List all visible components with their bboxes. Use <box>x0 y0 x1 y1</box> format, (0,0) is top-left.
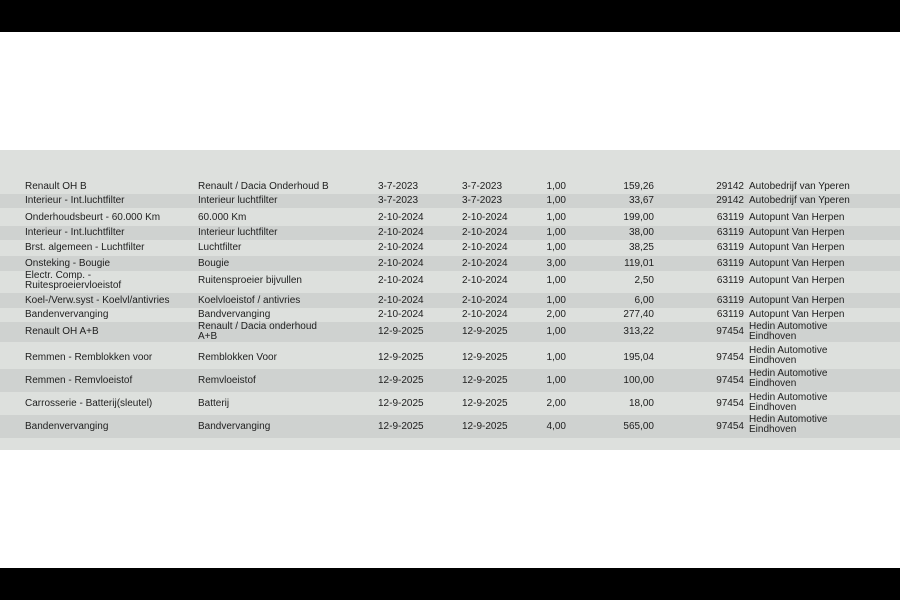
table-row <box>0 415 900 438</box>
cell-dealer-code: 63119 <box>716 309 744 320</box>
table-row <box>0 271 900 290</box>
cell-date-end: 12-9-2025 <box>462 421 508 432</box>
cell-description: Remmen - Remblokken voor <box>25 352 153 363</box>
cell-article: Renault / Dacia onderhoud A+B <box>198 321 317 342</box>
cell-date-start: 3-7-2023 <box>378 181 419 192</box>
cell-dealer-code: 63119 <box>716 275 744 286</box>
cell-description: Carrosserie - Batterij(sleutel) <box>25 398 153 409</box>
cell-description: Koel-/Verw.syst - Koelvl/antivries <box>25 295 170 306</box>
top-letterbox-bar <box>0 0 900 32</box>
cell-date-end: 3-7-2023 <box>462 195 503 206</box>
cell-date-start: 2-10-2024 <box>378 295 424 306</box>
cell-article: Interieur luchtfilter <box>198 227 278 238</box>
cell-dealer-name: Autopunt Van Herpen <box>749 242 845 253</box>
cell-date-start: 2-10-2024 <box>378 258 424 269</box>
cell-dealer-code: 97454 <box>716 375 744 386</box>
cell-amount: 159,26 <box>623 181 654 192</box>
cell-date-end: 12-9-2025 <box>462 398 508 409</box>
table-row <box>0 256 900 271</box>
cell-dealer-name: Autopunt Van Herpen <box>749 227 845 238</box>
cell-article: Bougie <box>198 258 230 269</box>
cell-date-start: 12-9-2025 <box>378 398 424 409</box>
cell-dealer-code: 97454 <box>716 352 744 363</box>
cell-quantity: 1,00 <box>546 375 566 386</box>
cell-article: Interieur luchtfilter <box>198 195 278 206</box>
cell-quantity: 2,00 <box>546 309 566 320</box>
cell-date-start: 2-10-2024 <box>378 227 424 238</box>
cell-dealer-code: 29142 <box>716 181 744 192</box>
cell-description: Renault OH A+B <box>25 326 99 337</box>
cell-description: Bandenvervanging <box>25 421 109 432</box>
cell-article: Luchtfilter <box>198 242 242 253</box>
cell-dealer-code: 63119 <box>716 212 744 223</box>
cell-date-start: 12-9-2025 <box>378 326 424 337</box>
cell-date-start: 2-10-2024 <box>378 309 424 320</box>
cell-dealer-code: 63119 <box>716 242 744 253</box>
cell-description: Onderhoudsbeurt - 60.000 Km <box>25 212 161 223</box>
cell-amount: 18,00 <box>628 398 654 409</box>
cell-dealer-name: Autobedrijf van Yperen <box>749 181 850 192</box>
cell-quantity: 4,00 <box>546 421 566 432</box>
cell-amount: 195,04 <box>623 352 654 363</box>
cell-dealer-name: Autopunt Van Herpen <box>749 309 845 320</box>
table-row <box>0 180 900 193</box>
bottom-letterbox-bar <box>0 568 900 600</box>
cell-dealer-code: 63119 <box>716 227 744 238</box>
cell-dealer-name: Hedin Automotive Eindhoven <box>749 368 828 389</box>
cell-date-start: 3-7-2023 <box>378 195 419 206</box>
cell-article: Ruitensproeier bijvullen <box>198 275 302 286</box>
cell-date-end: 3-7-2023 <box>462 181 503 192</box>
cell-date-start: 12-9-2025 <box>378 375 424 386</box>
cell-quantity: 1,00 <box>546 275 566 286</box>
cell-amount: 33,67 <box>628 195 654 206</box>
cell-dealer-name: Autobedrijf van Yperen <box>749 195 850 206</box>
cell-amount: 277,40 <box>623 309 654 320</box>
cell-amount: 119,01 <box>624 258 654 269</box>
cell-dealer-name: Autopunt Van Herpen <box>749 258 845 269</box>
cell-amount: 2,50 <box>634 275 654 286</box>
cell-quantity: 1,00 <box>546 227 566 238</box>
cell-article: Batterij <box>198 398 230 409</box>
cell-description: Electr. Comp. - Ruitesproeiervloeistof <box>25 270 122 291</box>
cell-date-end: 2-10-2024 <box>462 212 508 223</box>
cell-description: Renault OH B <box>25 181 87 192</box>
cell-article: Remvloeistof <box>198 375 256 386</box>
cell-dealer-name: Hedin Automotive Eindhoven <box>749 414 828 435</box>
cell-date-start: 12-9-2025 <box>378 421 424 432</box>
cell-quantity: 3,00 <box>546 258 566 269</box>
cell-date-start: 12-9-2025 <box>378 352 424 363</box>
cell-dealer-code: 29142 <box>716 195 744 206</box>
cell-quantity: 1,00 <box>546 295 566 306</box>
cell-date-start: 2-10-2024 <box>378 242 424 253</box>
table-row <box>0 194 900 208</box>
cell-description: Remmen - Remvloeistof <box>25 375 133 386</box>
cell-quantity: 1,00 <box>546 326 566 337</box>
cell-date-start: 2-10-2024 <box>378 212 424 223</box>
cell-article: Bandvervanging <box>198 309 271 320</box>
cell-date-end: 12-9-2025 <box>462 375 508 386</box>
cell-date-end: 2-10-2024 <box>462 275 508 286</box>
cell-dealer-code: 97454 <box>716 326 744 337</box>
cell-dealer-name: Autopunt Van Herpen <box>749 212 845 223</box>
table-row <box>0 308 900 322</box>
cell-amount: 38,25 <box>628 242 654 253</box>
cell-quantity: 2,00 <box>546 398 566 409</box>
cell-description: Bandenvervanging <box>25 309 109 320</box>
table-row <box>0 322 900 342</box>
table-row <box>0 369 900 392</box>
cell-dealer-name: Hedin Automotive Eindhoven <box>749 392 828 413</box>
table-row <box>0 393 900 415</box>
cell-article: Koelvloeistof / antivries <box>198 295 301 306</box>
cell-quantity: 1,00 <box>546 212 566 223</box>
cell-amount: 38,00 <box>628 227 654 238</box>
cell-dealer-code: 97454 <box>716 421 744 432</box>
cell-description: Interieur - Int.luchtfilter <box>25 195 125 206</box>
cell-date-end: 2-10-2024 <box>462 309 508 320</box>
cell-article: 60.000 Km <box>198 212 247 223</box>
cell-quantity: 1,00 <box>546 195 566 206</box>
cell-date-end: 2-10-2024 <box>462 242 508 253</box>
cell-amount: 199,00 <box>623 212 654 223</box>
cell-amount: 100,00 <box>623 375 654 386</box>
cell-quantity: 1,00 <box>546 242 566 253</box>
cell-quantity: 1,00 <box>546 352 566 363</box>
cell-dealer-code: 63119 <box>716 295 744 306</box>
cell-quantity: 1,00 <box>546 181 566 192</box>
table-row <box>0 241 900 255</box>
cell-article: Remblokken Voor <box>198 352 277 363</box>
cell-description: Interieur - Int.luchtfilter <box>25 227 125 238</box>
cell-date-end: 2-10-2024 <box>462 295 508 306</box>
cell-date-end: 12-9-2025 <box>462 326 508 337</box>
cell-date-end: 2-10-2024 <box>462 258 508 269</box>
cell-description: Brst. algemeen - Luchtfilter <box>25 242 145 253</box>
table-row <box>0 293 900 308</box>
cell-date-start: 2-10-2024 <box>378 275 424 286</box>
cell-article: Renault / Dacia Onderhoud B <box>198 181 329 192</box>
cell-dealer-code: 97454 <box>716 398 744 409</box>
cell-dealer-name: Hedin Automotive Eindhoven <box>749 345 828 366</box>
cell-dealer-code: 63119 <box>716 258 744 269</box>
maintenance-history-sheet <box>0 150 900 450</box>
table-row <box>0 226 900 240</box>
cell-article: Bandvervanging <box>198 421 271 432</box>
cell-amount: 313,22 <box>623 326 654 337</box>
cell-amount: 6,00 <box>634 295 654 306</box>
cell-date-end: 12-9-2025 <box>462 352 508 363</box>
cell-dealer-name: Autopunt Van Herpen <box>749 275 845 286</box>
cell-dealer-name: Hedin Automotive Eindhoven <box>749 321 828 342</box>
cell-amount: 565,00 <box>623 421 654 432</box>
cell-description: Onsteking - Bougie <box>25 258 111 269</box>
cell-dealer-name: Autopunt Van Herpen <box>749 295 845 306</box>
table-row <box>0 346 900 369</box>
table-row <box>0 211 900 225</box>
cell-date-end: 2-10-2024 <box>462 227 508 238</box>
